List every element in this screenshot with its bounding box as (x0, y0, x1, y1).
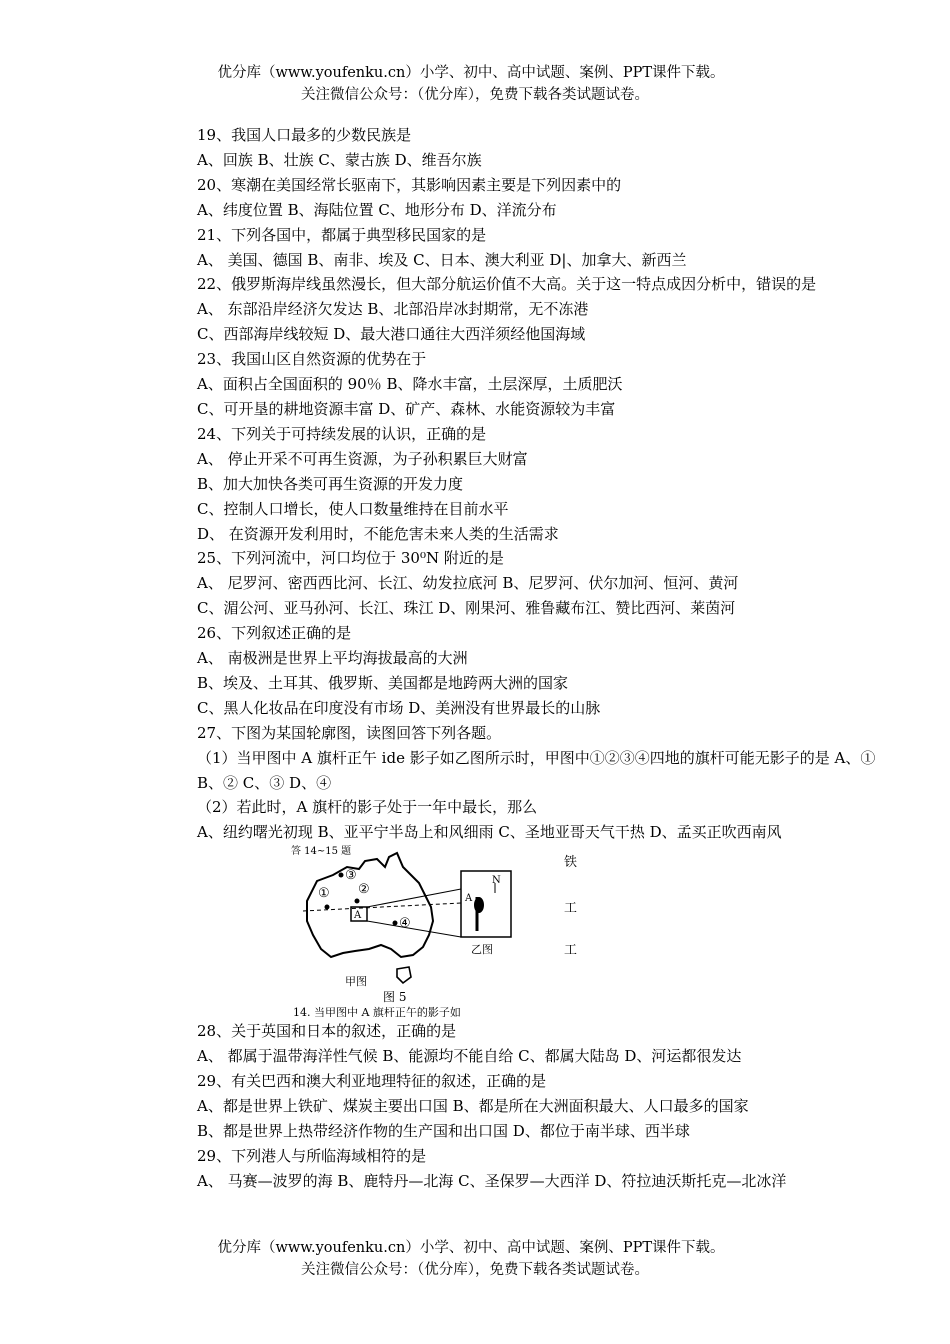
option-26-a: A、 南极洲是世界上平均海拔最高的大洲 (197, 649, 468, 668)
question-22: 22、俄罗斯海岸线虽然漫长，但大部分航运价值不大高。关于这一特点成因分析中，错误的是 (197, 275, 817, 294)
question-25: 25、下列河流中，河口均位于 30⁰N 附近的是 (197, 549, 504, 568)
header-line-2: 关注微信公众号：（优分库），免费下载各类试题试卷。 (301, 87, 649, 103)
mark-3: ③ (345, 868, 357, 884)
options-22-ab: A、 东部沿岸经济欠发达 B、北部沿岸冰封期常，无不冻港 (197, 300, 589, 319)
side-char-1: 铁 (564, 855, 578, 871)
options-25-ab: A、 尼罗河、密西西比河、长江、幼发拉底河 B、尼罗河、伏尔加河、恒河、黄河 (197, 574, 739, 593)
side-char-2: 工 (564, 901, 578, 917)
side-char-3: 工 (564, 943, 578, 959)
option-24-b: B、加大加快各类可再生资源的开发力度 (197, 474, 464, 493)
mark-a-panel: A (465, 893, 473, 905)
label-fig-5: 图 5 (383, 990, 407, 1005)
australia-map-figure (285, 845, 585, 1017)
options-26-cd: C、黑人化妆品在印度没有市场 D、美洲没有世界最长的山脉 (197, 698, 601, 717)
question-29b: 29、下列港人与所临海域相符的是 (197, 1146, 427, 1165)
question-27-2: （2）若此时，A 旗杆的影子处于一年中最长，那么 (197, 798, 538, 817)
question-27: 27、下图为某国轮廓图，读图回答下列各题。 (197, 723, 502, 742)
options-29a-cd: B、都是世界上热带经济作物的生产国和出口国 D、都位于南半球、西半球 (197, 1121, 690, 1140)
question-20: 20、寒潮在美国经常长驱南下，其影响因素主要是下列因素中的 (197, 175, 622, 194)
page-header (0, 62, 950, 106)
options-29a-ab: A、都是世界上铁矿、煤炭主要出口国 B、都是所在大洲面积最大、人口最多的国家 (197, 1097, 749, 1115)
options-28: A、 都属于温带海洋性气候 B、能源均不能自给 C、都属大陆岛 D、河运都很发达 (197, 1047, 742, 1066)
header-line-1: 优分库（www.youfenku.cn）小学、初中、高中试题、案例、PPT课件下载。 (217, 65, 725, 81)
mark-1: ① (318, 886, 330, 902)
options-27-2: A、纽约曙光初现 B、亚平宁半岛上和风细雨 C、圣地亚哥天气干热 D、孟买正吹西南风 (197, 823, 782, 842)
point-4 (393, 921, 398, 926)
footer-line-1: 优分库（www.youfenku.cn）小学、初中、高中试题、案例、PPT课件下载。 (217, 1240, 725, 1256)
mark-4: ④ (399, 916, 411, 932)
option-26-b: B、埃及、土耳其、俄罗斯、美国都是地跨两大洲的国家 (197, 673, 569, 692)
option-24-a: A、 停止开采不可再生资源，为子孙积累巨大财富 (197, 449, 528, 468)
question-29a: 29、有关巴西和澳大利亚地理特征的叙述，正确的是 (197, 1072, 547, 1091)
flagpole-shadow (474, 897, 484, 913)
figure-caption-top: 答 14~15 题 (291, 846, 352, 858)
question-28: 28、关于英国和日本的叙述，正确的是 (197, 1022, 457, 1041)
options-22-cd: C、西部海岸线较短 D、最大港口通往大西洋须经他国海域 (197, 325, 586, 344)
tasmania-outline (397, 967, 411, 983)
question-24: 24、下列关于可持续发展的认识，正确的是 (197, 424, 487, 443)
options-23-ab: A、面积占全国面积的 90％ B、降水丰富，土层深厚，土质肥沃 (197, 375, 623, 394)
label-yi: 乙图 (471, 943, 493, 957)
mark-a-map: A (354, 910, 362, 922)
point-2 (355, 899, 360, 904)
footer-line-2: 关注微信公众号：（优分库），免费下载各类试题试卷。 (301, 1262, 649, 1278)
options-25-cd: C、湄公河、亚马孙河、长江、珠江 D、刚果河、雅鲁藏布江、赞比西河、莱茵河 (197, 599, 736, 618)
question-26: 26、下列叙述正确的是 (197, 624, 352, 643)
north-label: N (492, 875, 501, 887)
question-23: 23、我国山区自然资源的优势在于 (197, 350, 427, 369)
options-29b: A、 马赛—波罗的海 B、鹿特丹—北海 C、圣保罗—大西洋 D、符拉迪沃斯托克—北冰洋 (197, 1171, 787, 1190)
options-19: A、回族 B、壮族 C、蒙古族 D、维吾尔族 (197, 150, 482, 169)
options-23-cd: C、可开垦的耕地资源丰富 D、矿产、森林、水能资源较为丰富 (197, 399, 616, 418)
pointer-line-bottom (367, 921, 461, 937)
pointer-line-top (367, 889, 461, 907)
options-20: A、纬度位置 B、海陆位置 C、地形分布 D、洋流分布 (197, 200, 557, 219)
panel-yi (461, 871, 511, 937)
options-21: A、 美国、德国 B、南非、埃及 C、日本、澳大利亚 D|、加拿大、新西兰 (197, 250, 687, 269)
question-content (197, 123, 887, 1194)
figure-caption-bottom: 14. 当甲图中 A 旗杆正午的影子如 (293, 1006, 461, 1018)
question-21: 21、下列各国中，都属于典型移民国家的是 (197, 225, 487, 244)
point-3 (339, 873, 344, 878)
option-24-d: D、 在资源开发利用时，不能危害未来人类的生活需求 (197, 524, 559, 543)
question-27-1: （1）当甲图中 A 旗杆正午 ide 影子如乙图所示时，甲图中①②③④四地的旗杆可能无影子的是 A、① B、② C、③ D、④ (197, 748, 876, 792)
point-1 (325, 905, 330, 910)
question-19: 19、我国人口最多的少数民族是 (197, 126, 412, 144)
mark-2: ② (358, 882, 370, 898)
map-figure (197, 845, 887, 1017)
label-jia: 甲图 (345, 975, 367, 989)
page-footer (0, 1237, 950, 1281)
option-24-c: C、控制人口增长，使人口数量维持在目前水平 (197, 499, 509, 518)
